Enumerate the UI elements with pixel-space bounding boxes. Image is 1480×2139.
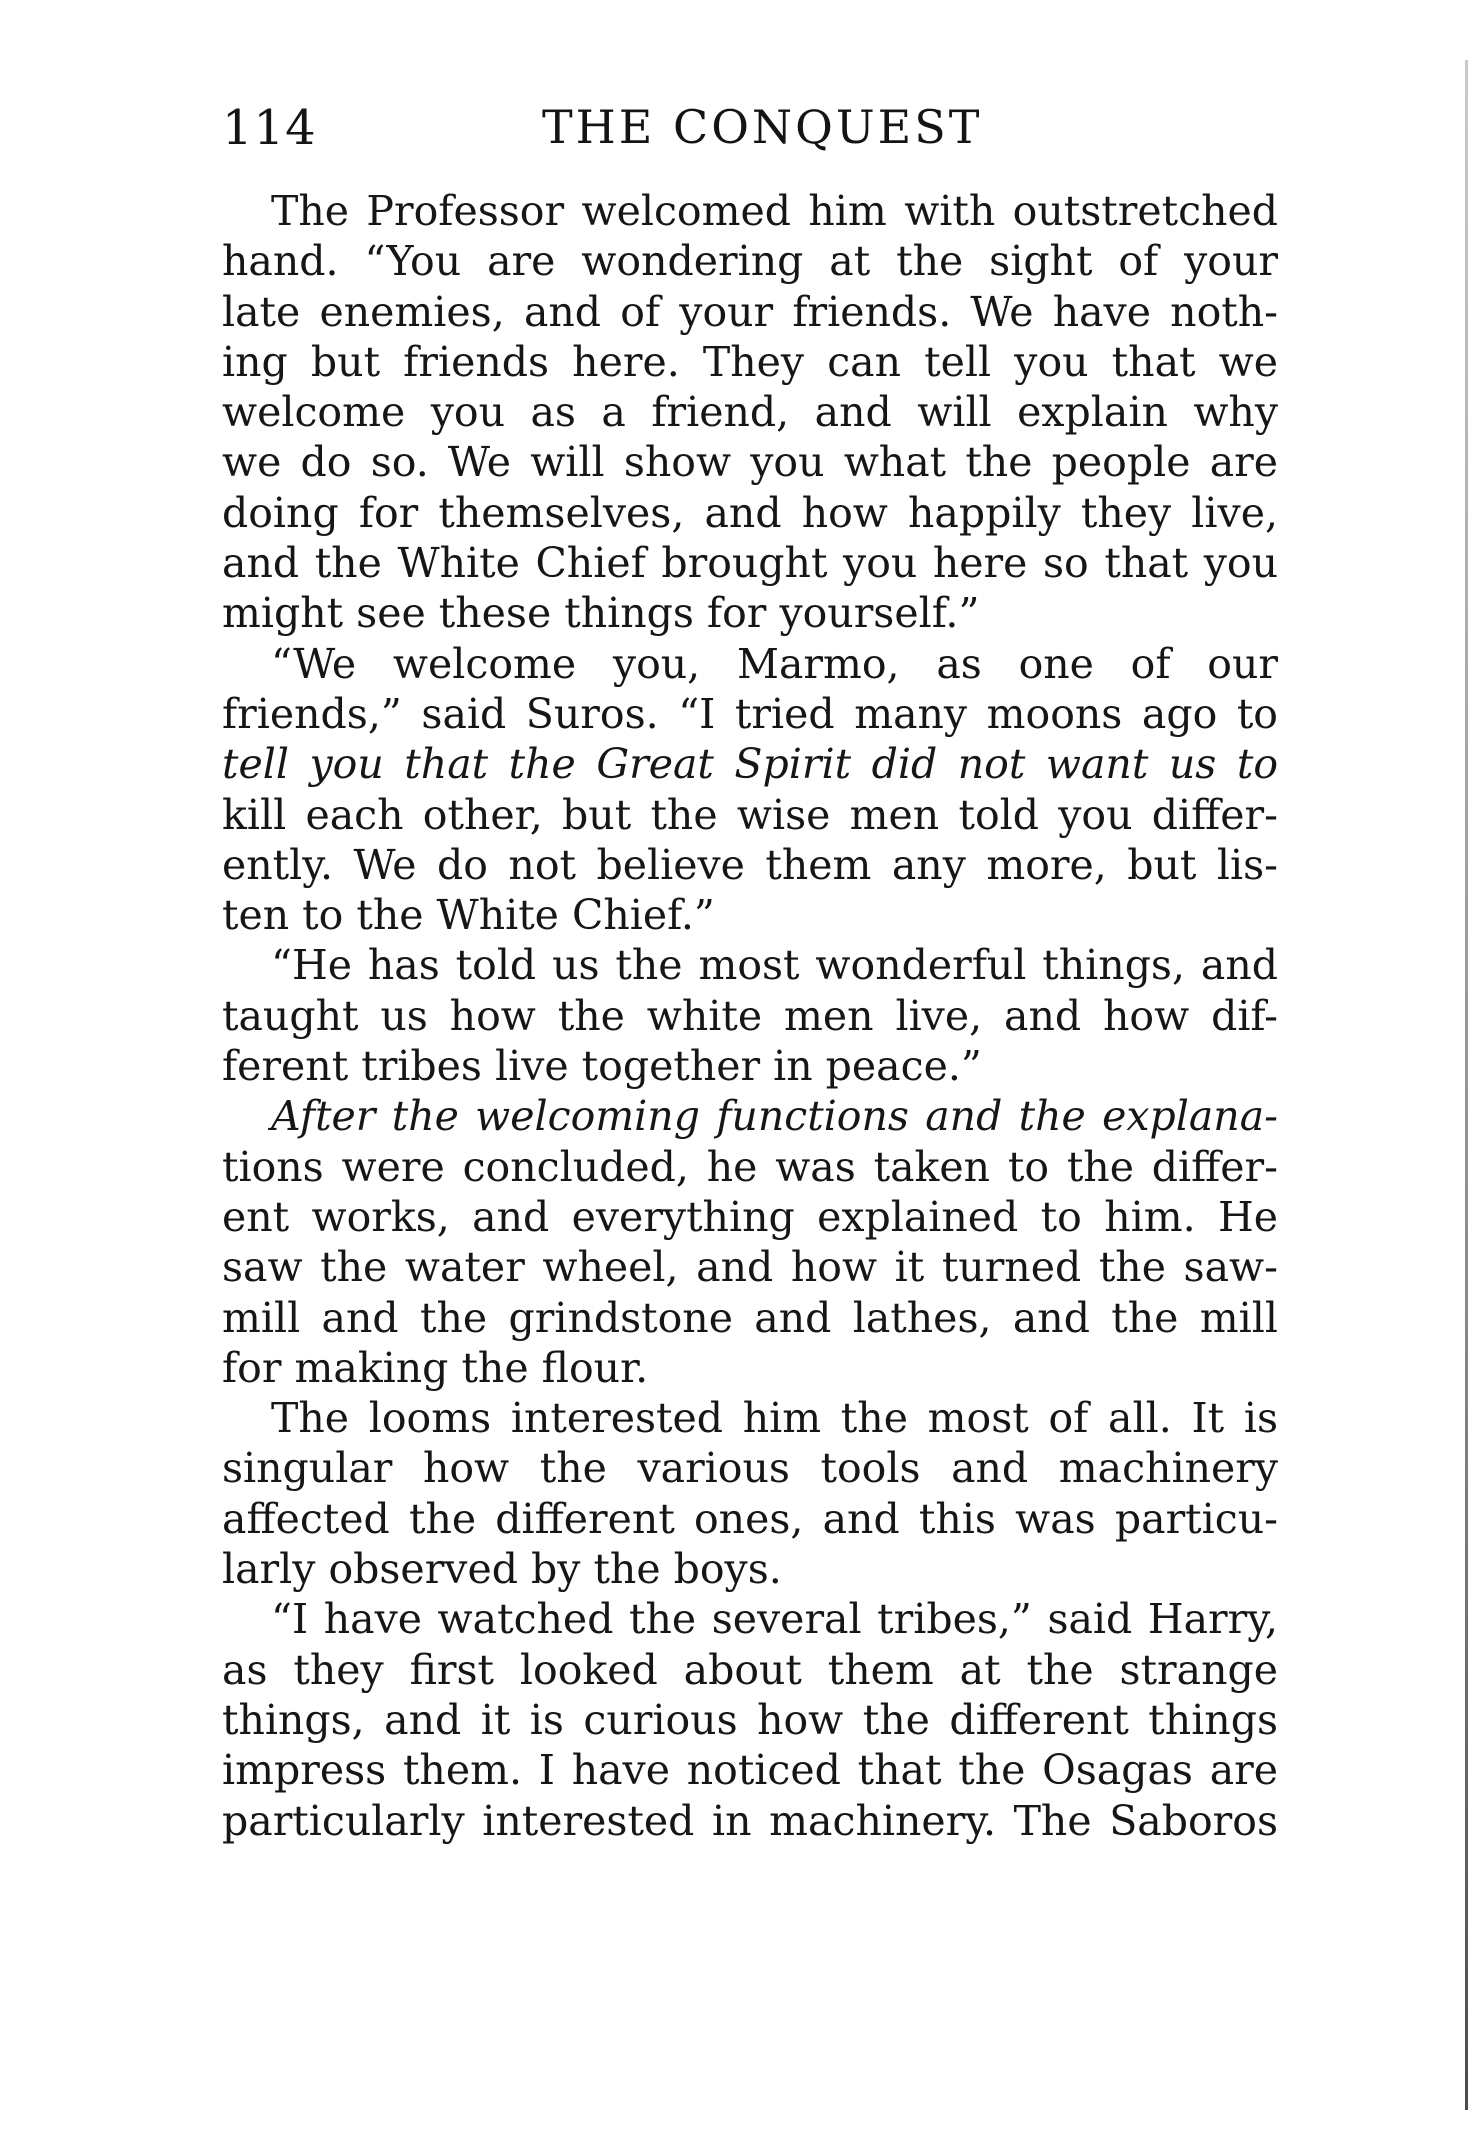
text-line: ing but friends here. They can tell you that we [222, 337, 1278, 386]
text-line: late enemies, and of your friends. We have noth- [222, 287, 1278, 336]
text-line: and the White Chief brought you here so that you [222, 539, 1278, 588]
text-line: singular how the various tools and machinery [222, 1444, 1278, 1493]
text-line: might see these things for yourself.” [222, 589, 980, 638]
body-text [222, 186, 1278, 1846]
text-line: things, and it is curious how the different things [222, 1695, 1278, 1744]
text-line: “He has told us the most wonderful things, and [271, 941, 1278, 990]
text-line: ferent tribes live together in peace.” [222, 1042, 982, 1091]
text-line: kill each other, but the wise men told you differ- [222, 790, 1278, 839]
text-line: ent works, and everything explained to him. He [222, 1192, 1278, 1241]
text-line: doing for themselves, and how happily they live, [222, 488, 1278, 537]
page-edge [1465, 60, 1468, 2110]
text-line: as they first looked about them at the strange [222, 1645, 1278, 1694]
text-line: mill and the grindstone and lathes, and the mill [222, 1293, 1278, 1342]
text-line: welcome you as a friend, and will explain why [222, 388, 1278, 437]
text-line: ently. We do not believe them any more, but lis- [222, 840, 1278, 889]
text-line: larly observed by the boys. [222, 1545, 782, 1594]
page-number: 114 [222, 100, 317, 156]
text-line: affected the different ones, and this was particu- [222, 1494, 1278, 1543]
text-line: impress them. I have noticed that the Osagas are [222, 1746, 1278, 1795]
text-line: After the welcoming functions and the explana- [271, 1092, 1278, 1141]
running-head [222, 100, 1278, 160]
text-line: “I have watched the several tribes,” said Harry, [271, 1595, 1278, 1644]
text-line: The Professor welcomed him with outstretched [271, 187, 1278, 235]
text-line: The looms interested him the most of all. It is [271, 1394, 1278, 1443]
text-line: ten to the White Chief.” [222, 891, 715, 940]
text-line: tell you that the Great Spirit did not want us to [222, 740, 1278, 789]
text-line: “We welcome you, Marmo, as one of our [271, 639, 1278, 688]
text-line: we do so. We will show you what the people are [222, 438, 1278, 487]
running-title: THE CONQUEST [542, 100, 983, 154]
text-line: tions were concluded, he was taken to the differ- [222, 1142, 1278, 1191]
text-line: for making the flour. [222, 1343, 649, 1392]
text-line: saw the water wheel, and how it turned the saw- [222, 1243, 1278, 1292]
text-line: particularly interested in machinery. The Saboros [222, 1796, 1278, 1845]
text-line: friends,” said Suros. “I tried many moons ago to [222, 689, 1278, 738]
text-line: hand. “You are wondering at the sight of your [222, 237, 1278, 286]
text-line: taught us how the white men live, and how dif- [222, 991, 1278, 1040]
